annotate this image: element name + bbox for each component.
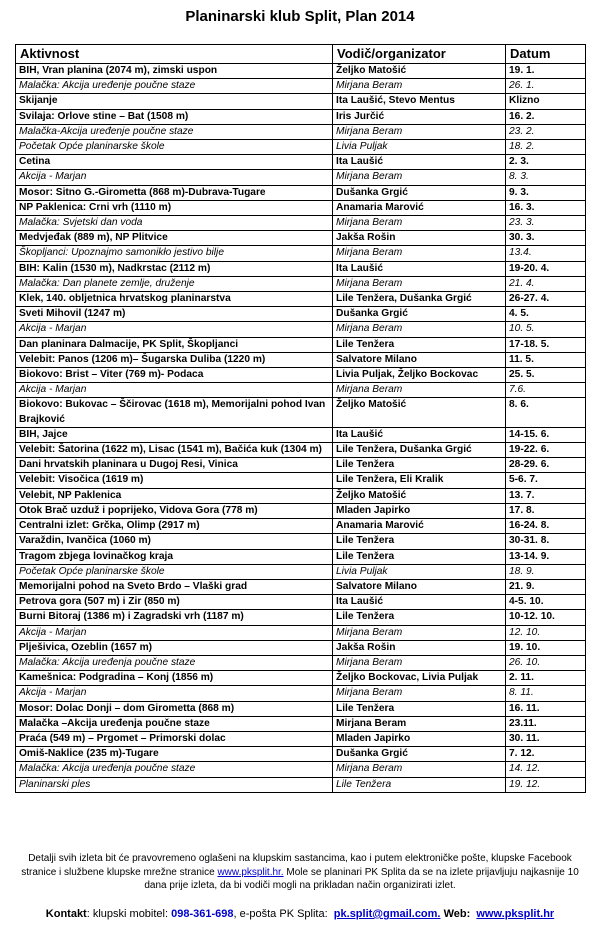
organizer-cell: Lile Tenžera [333,549,506,564]
activity-cell: Akcija - Marjan [16,170,333,185]
organizer-cell: Mirjana Beram [333,322,506,337]
table-row [16,261,586,276]
activity-cell: Akcija - Marjan [16,383,333,398]
date-cell: 2. 3. [506,155,586,170]
activity-cell: BIH: Kalin (1530 m), Nadkrstac (2112 m) [16,261,333,276]
organizer-cell: Mladen Japirko [333,503,506,518]
organizer-cell: Livia Puljak [333,564,506,579]
organizer-cell: Mirjana Beram [333,124,506,139]
date-cell: 16. 3. [506,200,586,215]
activity-cell: Klek, 140. obljetnica hrvatskog planinarstva [16,292,333,307]
activity-cell: Velebit: Panos (1206 m)– Šugarska Duliba (1220 m) [16,352,333,367]
date-cell: 28-29. 6. [506,458,586,473]
date-cell: 23.11. [506,716,586,731]
footer-note [20,852,580,893]
activity-cell: Početak Opće planinarske škole [16,564,333,579]
date-cell: 11. 5. [506,352,586,367]
activity-cell: Medvjeđak (889 m), NP Plitvice [16,231,333,246]
plan-table [15,44,586,793]
date-cell: 30. 11. [506,731,586,746]
table-row [16,140,586,155]
organizer-cell: Lile Tenžera [333,337,506,352]
header-date: Datum [506,45,586,64]
table-row [16,170,586,185]
activity-cell: Sveti Mihovil (1247 m) [16,307,333,322]
date-cell: 12. 10. [506,625,586,640]
activity-cell: Mosor: Sitno G.-Girometta (868 m)-Dubrava-Tugare [16,185,333,200]
table-row [16,94,586,109]
table-row [16,352,586,367]
table-row [16,368,586,383]
activity-cell: Dan planinara Dalmacije, PK Split, Škopljanci [16,337,333,352]
activity-cell: Skijanje [16,94,333,109]
organizer-cell: Mirjana Beram [333,170,506,185]
date-cell: 8. 11. [506,686,586,701]
activity-cell: Biokovo: Bukovac – Ščirovac (1618 m), Memorijalni pohod Ivan Brajković [16,398,333,427]
page-title: Planinarski klub Split, Plan 2014 [185,8,415,25]
activity-cell: Malačka-Akcija uređenje poučne staze [16,124,333,139]
date-cell: 13-14. 9. [506,549,586,564]
organizer-cell: Jakša Rošin [333,231,506,246]
date-cell: 26. 1. [506,79,586,94]
organizer-cell: Lile Tenžera [333,610,506,625]
date-cell: 30. 3. [506,231,586,246]
activity-cell: Planinarski ples [16,777,333,792]
organizer-cell: Dušanka Grgić [333,185,506,200]
date-cell: 14-15. 6. [506,427,586,442]
date-cell: 4-5. 10. [506,595,586,610]
table-row [16,534,586,549]
activity-cell: Akcija - Marjan [16,322,333,337]
table-row [16,762,586,777]
organizer-cell: Lile Tenžera, Dušanka Grgić [333,292,506,307]
date-cell: 23. 2. [506,124,586,139]
organizer-cell: Dušanka Grgić [333,307,506,322]
organizer-cell: Mirjana Beram [333,625,506,640]
table-row [16,655,586,670]
date-cell: 2. 11. [506,671,586,686]
footer-text-1: Detalji svih izleta bit će pravovremeno oglašeni na klupskim sastancima, kao i putem elektroničke pošte, klupske Facebook stranice i službene klupske mrežne stranice [21,853,572,878]
activity-cell: Malačka: Akcija uređenje poučne staze [16,79,333,94]
date-cell: 10. 5. [506,322,586,337]
table-row [16,777,586,792]
table-row [16,64,586,79]
activity-cell: Praća (549 m) – Prgomet – Primorski dolac [16,731,333,746]
email-label: , e-pošta PK Splita: [233,908,328,920]
table-row [16,427,586,442]
table-row [16,337,586,352]
date-cell: 30-31. 8. [506,534,586,549]
table-row [16,473,586,488]
date-cell: 13.4. [506,246,586,261]
date-cell: 8. 3. [506,170,586,185]
activity-cell: Biokovo: Brist – Viter (769 m)- Podaca [16,368,333,383]
table-row [16,185,586,200]
table-row [16,383,586,398]
activity-cell: Škopljanci: Upoznajmo samonikło jestivo bilje [16,246,333,261]
date-cell: 17. 8. [506,503,586,518]
activity-cell: Velebit: Šatorina (1622 m), Lisac (1541 m), Bačića kuk (1304 m) [16,443,333,458]
web-label: Web: [443,908,471,920]
activity-cell: Burni Bitoraj (1386 m) i Zagradski vrh (1187 m) [16,610,333,625]
date-cell: 25. 5. [506,368,586,383]
organizer-cell: Mirjana Beram [333,716,506,731]
table-row [16,246,586,261]
date-cell: 5-6. 7. [506,473,586,488]
activity-cell: Otok Brač uzduž i poprijeko, Vidova Gora (778 m) [16,503,333,518]
organizer-cell: Livia Puljak, Željko Bockovac [333,368,506,383]
organizer-cell: Mirjana Beram [333,655,506,670]
table-row [16,79,586,94]
date-cell: 13. 7. [506,488,586,503]
activity-cell: Početak Opće planinarske škole [16,140,333,155]
mobile-number: 098-361-698 [171,908,234,920]
table-row [16,458,586,473]
date-cell: Klizno [506,94,586,109]
organizer-cell: Željko Bockovac, Livia Puljak [333,671,506,686]
contact-line [0,908,600,920]
organizer-cell: Mirjana Beram [333,246,506,261]
activity-cell: Velebit, NP Paklenica [16,488,333,503]
organizer-cell: Anamaria Marović [333,519,506,534]
table-header-row [16,45,586,64]
table-row [16,488,586,503]
date-cell: 19. 12. [506,777,586,792]
organizer-cell: Salvatore Milano [333,352,506,367]
date-cell: 16-24. 8. [506,519,586,534]
activity-cell: Petrova gora (507 m) i Zir (850 m) [16,595,333,610]
organizer-cell: Željko Matošić [333,488,506,503]
table-row [16,716,586,731]
web-link[interactable]: www.pksplit.hr [476,908,555,920]
organizer-cell: Mirjana Beram [333,79,506,94]
activity-cell: Malačka: Dan planete zemlje, druženje [16,276,333,291]
table-row [16,549,586,564]
organizer-cell: Lile Tenžera [333,701,506,716]
date-cell: 16. 2. [506,109,586,124]
date-cell: 19. 1. [506,64,586,79]
table-row [16,200,586,215]
table-row [16,292,586,307]
organizer-cell: Lile Tenžera [333,534,506,549]
organizer-cell: Mirjana Beram [333,383,506,398]
activity-cell: BIH, Jajce [16,427,333,442]
email-link[interactable]: pk.split@gmail.com. [333,908,441,920]
date-cell: 19. 10. [506,640,586,655]
table-row [16,155,586,170]
organizer-cell: Ita Laušić [333,427,506,442]
organizer-cell: Livia Puljak [333,140,506,155]
organizer-cell: Anamaria Marović [333,200,506,215]
table-row [16,747,586,762]
table-row [16,276,586,291]
date-cell: 9. 3. [506,185,586,200]
header-organizer: Vodič/organizator [333,45,506,64]
date-cell: 4. 5. [506,307,586,322]
date-cell: 19-22. 6. [506,443,586,458]
table-row [16,579,586,594]
table-row [16,564,586,579]
activity-cell: Velebit: Visočica (1619 m) [16,473,333,488]
organizer-cell: Ita Laušić [333,155,506,170]
footer-text-2: Mole se planinari PK Splita da se na izlete prijavljuju najkasnije 10 dana prije izleta, da bi vodiči mogli na prikladan način organizirati izlet. [144,866,579,891]
table-row [16,231,586,246]
organizer-cell: Željko Matošić [333,398,506,427]
activity-cell: Svilaja: Orlove stine – Bat (1508 m) [16,109,333,124]
table-row [16,124,586,139]
activity-cell: Akcija - Marjan [16,625,333,640]
date-cell: 26. 10. [506,655,586,670]
organizer-cell: Jakša Rošin [333,640,506,655]
activity-cell: BIH, Vran planina (2074 m), zimski uspon [16,64,333,79]
date-cell: 7. 12. [506,747,586,762]
table-row [16,216,586,231]
organizer-cell: Salvatore Milano [333,579,506,594]
date-cell: 18. 2. [506,140,586,155]
table-row [16,398,586,427]
table-row [16,443,586,458]
organizer-cell: Ita Laušić, Stevo Mentus [333,94,506,109]
date-cell: 18. 9. [506,564,586,579]
activity-cell: Kamešnica: Podgradina – Konj (1856 m) [16,671,333,686]
organizer-cell: Ita Laušić [333,595,506,610]
table-row [16,640,586,655]
activity-cell: Memorijalni pohod na Sveto Brdo – Vlaški grad [16,579,333,594]
activity-cell: Malačka: Akcija uređenja poučne staze [16,762,333,777]
table-row [16,686,586,701]
date-cell: 26-27. 4. [506,292,586,307]
table-row [16,519,586,534]
table-row [16,671,586,686]
table-row [16,595,586,610]
organizer-cell: Željko Matošić [333,64,506,79]
organizer-cell: Lile Tenžera, Dušanka Grgić [333,443,506,458]
organizer-cell: Ita Laušić [333,261,506,276]
table-row [16,731,586,746]
header-activity: Aktivnost [16,45,333,64]
date-cell: 21. 9. [506,579,586,594]
table-row [16,503,586,518]
date-cell: 23. 3. [506,216,586,231]
date-cell: 17-18. 5. [506,337,586,352]
date-cell: 7.6. [506,383,586,398]
activity-cell: Mosor: Dolac Donji – dom Girometta (868 m) [16,701,333,716]
activity-cell: Malačka: Akcija uređenja poučne staze [16,655,333,670]
organizer-cell: Mirjana Beram [333,216,506,231]
table-row [16,610,586,625]
date-cell: 16. 11. [506,701,586,716]
activity-cell: Tragom zbjega lovinačkog kraja [16,549,333,564]
activity-cell: Centralni izlet: Grčka, Olimp (2917 m) [16,519,333,534]
activity-cell: Dani hrvatskih planinara u Dugoj Resi, Vinica [16,458,333,473]
table-row [16,625,586,640]
date-cell: 14. 12. [506,762,586,777]
date-cell: 19-20. 4. [506,261,586,276]
activity-cell: Plješivica, Ozeblin (1657 m) [16,640,333,655]
organizer-cell: Dušanka Grgić [333,747,506,762]
contact-label: Kontakt [45,908,87,920]
activity-cell: Akcija - Marjan [16,686,333,701]
organizer-cell: Mirjana Beram [333,762,506,777]
table-row [16,307,586,322]
organizer-cell: Mirjana Beram [333,686,506,701]
organizer-cell: Lile Tenžera [333,458,506,473]
activity-cell: Omiš-Naklice (235 m)-Tugare [16,747,333,762]
table-row [16,109,586,124]
activity-cell: NP Paklenica: Crni vrh (1110 m) [16,200,333,215]
date-cell: 21. 4. [506,276,586,291]
table-row [16,322,586,337]
table-row [16,701,586,716]
date-cell: 10-12. 10. [506,610,586,625]
organizer-cell: Lile Tenžera [333,777,506,792]
activity-cell: Malačka: Svjetski dan voda [16,216,333,231]
activity-cell: Malačka –Akcija uređenja poučne staze [16,716,333,731]
organizer-cell: Iris Jurčić [333,109,506,124]
organizer-cell: Mirjana Beram [333,276,506,291]
mobile-label: : klupski mobitel: [86,908,172,920]
plan-table-body [16,64,586,793]
organizer-cell: Mladen Japirko [333,731,506,746]
organizer-cell: Lile Tenžera, Eli Kralik [333,473,506,488]
date-cell: 8. 6. [506,398,586,427]
activity-cell: Cetina [16,155,333,170]
website-link[interactable]: www.pksplit.hr. [217,866,284,878]
activity-cell: Varaždin, Ivančica (1060 m) [16,534,333,549]
